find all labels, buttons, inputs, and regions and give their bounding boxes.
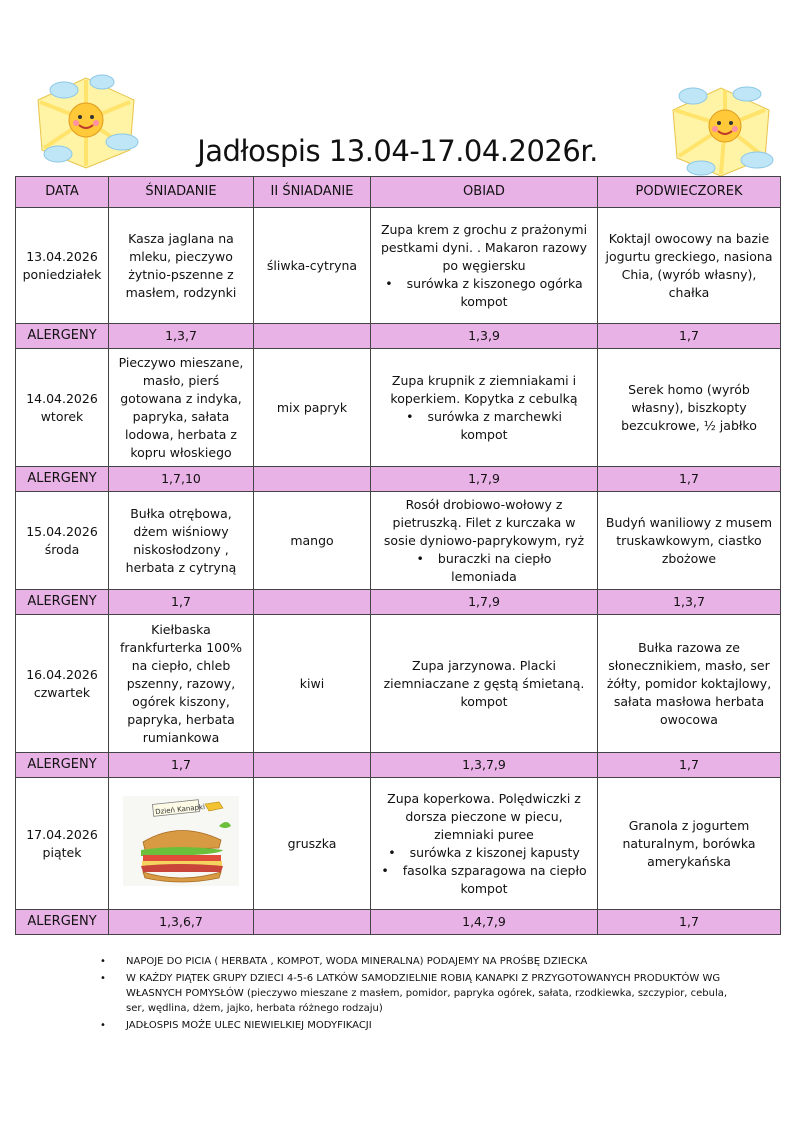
menu-table: [15, 176, 781, 935]
header-row: [16, 177, 781, 208]
dinner-drink: lemoniada: [451, 568, 517, 584]
dinner-main: Zupa koperkowa. Polędwiczki z dorsza pieczone w piecu, ziemniaki puree: [387, 790, 581, 842]
snack-cell: Bułka razowa ze słonecznikiem, masło, ser żółty, pomidor koktajlowy, sałata masłowa herbata owocowa: [598, 615, 781, 753]
allergen-second: [254, 590, 371, 615]
banner-text: Dzień Kanapki: [154, 802, 206, 817]
allergen-label: ALERGENY: [16, 324, 109, 349]
header-dinner: OBIAD: [371, 177, 598, 208]
day-row: [16, 778, 781, 910]
page-title: Jadłospis 13.04-17.04.2026r.: [197, 134, 598, 168]
allergen-dinner: 1,7,9: [371, 590, 598, 615]
note-item: • W KAŻDY PIĄTEK GRUPY DZIECI 4-5-6 LATKÓW SAMODZIELNIE ROBIĄ KANAPKI Z PRZYGOTOWANYCH PRODUKTÓW WG WŁASNYCH POMYSŁÓW (pieczywo mieszane z masłem, pomidor, papryka ogórek, sałata, rzodkiewka, szczypior, cebula, ser, wędlina, dżem, jajko, herbata różnego rodzaju): [100, 971, 740, 1016]
date-cell: [16, 208, 109, 324]
allergen-dinner: 1,7,9: [371, 467, 598, 492]
second-breakfast-cell: mango: [254, 492, 371, 590]
dinner-drink: kompot: [460, 426, 508, 442]
allergen-breakfast: 1,7: [109, 753, 254, 778]
dinner-item: • fasolka szparagowa na ciepło: [375, 862, 593, 880]
allergen-second: [254, 467, 371, 492]
dinner-item: • surówka z kiszonego ogórka: [375, 275, 593, 293]
breakfast-cell: Kiełbaska frankfurterka 100% na ciepło, chleb pszenny, razowy, ogórek kiszony, papryka, herbata rumiankowa: [109, 615, 254, 753]
snack-cell: Granola z jogurtem naturalnym, borówka amerykańska: [598, 778, 781, 910]
allergen-snack: 1,7: [598, 467, 781, 492]
allergen-dinner: 1,4,7,9: [371, 910, 598, 935]
header-snack: PODWIECZOREK: [598, 177, 781, 208]
date: 13.04.2026: [26, 248, 98, 264]
header-date: DATA: [16, 177, 109, 208]
header-second-breakfast: II ŚNIADANIE: [254, 177, 371, 208]
dinner-main: Zupa jarzynowa. Placki ziemniaczane z gęstą śmietaną.: [383, 657, 585, 691]
header-breakfast: ŚNIADANIE: [109, 177, 254, 208]
breakfast-cell: [109, 778, 254, 910]
dinner-cell: [371, 492, 598, 590]
day-row: [16, 349, 781, 467]
allergen-breakfast: 1,7,10: [109, 467, 254, 492]
breakfast-cell: Kasza jaglana na mleku, pieczywo żytnio-pszenne z masłem, rodzynki: [109, 208, 254, 324]
sandwich-image: [123, 796, 239, 886]
allergen-dinner: 1,3,9: [371, 324, 598, 349]
dinner-drink: kompot: [460, 693, 508, 709]
day-row: [16, 615, 781, 753]
snack-cell: Koktajl owocowy na bazie jogurtu greckiego, nasiona Chia, (wyrób własny), chałka: [598, 208, 781, 324]
dinner-cell: [371, 208, 598, 324]
day-row: [16, 492, 781, 590]
notes-list: [100, 954, 740, 1035]
note-item: • JADŁOSPIS MOŻE ULEC NIEWIELKIEJ MODYFIKACJI: [100, 1018, 740, 1033]
date: 15.04.2026: [26, 523, 98, 539]
weekday: środa: [44, 541, 80, 557]
weekday: czwartek: [33, 684, 91, 700]
allergen-second: [254, 324, 371, 349]
day-row: [16, 208, 781, 324]
dinner-cell: [371, 778, 598, 910]
second-breakfast-cell: mix papryk: [254, 349, 371, 467]
allergen-label: ALERGENY: [16, 590, 109, 615]
snack-cell: Budyń waniliowy z musem truskawkowym, ciastko zbożowe: [598, 492, 781, 590]
allergen-snack: 1,7: [598, 324, 781, 349]
breakfast-cell: Bułka otrębowa, dżem wiśniowy niskosłodzony , herbata z cytryną: [109, 492, 254, 590]
allergen-row: [16, 324, 781, 349]
second-breakfast-cell: gruszka: [254, 778, 371, 910]
dinner-drink: kompot: [460, 293, 508, 309]
allergen-breakfast: 1,3,7: [109, 324, 254, 349]
allergen-label: ALERGENY: [16, 910, 109, 935]
allergen-row: [16, 590, 781, 615]
allergen-snack: 1,7: [598, 910, 781, 935]
weekday: poniedziałek: [22, 266, 102, 282]
second-breakfast-cell: kiwi: [254, 615, 371, 753]
date-cell: [16, 349, 109, 467]
dinner-item: • buraczki na ciepło: [375, 550, 593, 568]
date-cell: [16, 492, 109, 590]
allergen-breakfast: 1,3,6,7: [109, 910, 254, 935]
dinner-main: Rosół drobiowo-wołowy z pietruszką. Filet z kurczaka w sosie dyniowo-paprykowym, ryż: [383, 496, 585, 548]
snack-cell: Serek homo (wyrób własny), biszkopty bezcukrowe, ½ jabłko: [598, 349, 781, 467]
date-cell: [16, 778, 109, 910]
note-item: • NAPOJE DO PICIA ( HERBATA , KOMPOT, WODA MINERALNA) PODAJEMY NA PROŚBĘ DZIECKA: [100, 954, 740, 969]
allergen-label: ALERGENY: [16, 467, 109, 492]
dinner-cell: [371, 615, 598, 753]
allergen-breakfast: 1,7: [109, 590, 254, 615]
allergen-second: [254, 753, 371, 778]
allergen-row: [16, 910, 781, 935]
date: 16.04.2026: [26, 666, 98, 682]
allergen-row: [16, 467, 781, 492]
allergen-snack: 1,3,7: [598, 590, 781, 615]
second-breakfast-cell: śliwka-cytryna: [254, 208, 371, 324]
dinner-item: • surówka z kiszonej kapusty: [375, 844, 593, 862]
allergen-second: [254, 910, 371, 935]
allergen-dinner: 1,3,7,9: [371, 753, 598, 778]
date: 17.04.2026: [26, 826, 98, 842]
weekday: piątek: [42, 844, 82, 860]
dinner-main: Zupa krupnik z ziemniakami i koperkiem. Kopytka z cebulką: [390, 372, 578, 406]
dinner-drink: kompot: [460, 880, 508, 896]
weekday: wtorek: [40, 408, 84, 424]
breakfast-cell: Pieczywo mieszane, masło, pierś gotowana z indyka, papryka, sałata lodowa, herbata z kopru włoskiego: [109, 349, 254, 467]
dinner-cell: [371, 349, 598, 467]
allergen-snack: 1,7: [598, 753, 781, 778]
date-cell: [16, 615, 109, 753]
allergen-row: [16, 753, 781, 778]
date: 14.04.2026: [26, 390, 98, 406]
allergen-label: ALERGENY: [16, 753, 109, 778]
dinner-main: Zupa krem z grochu z prażonymi pestkami dyni. . Makaron razowy po węgiersku: [380, 221, 588, 273]
dinner-item: • surówka z marchewki: [375, 408, 593, 426]
